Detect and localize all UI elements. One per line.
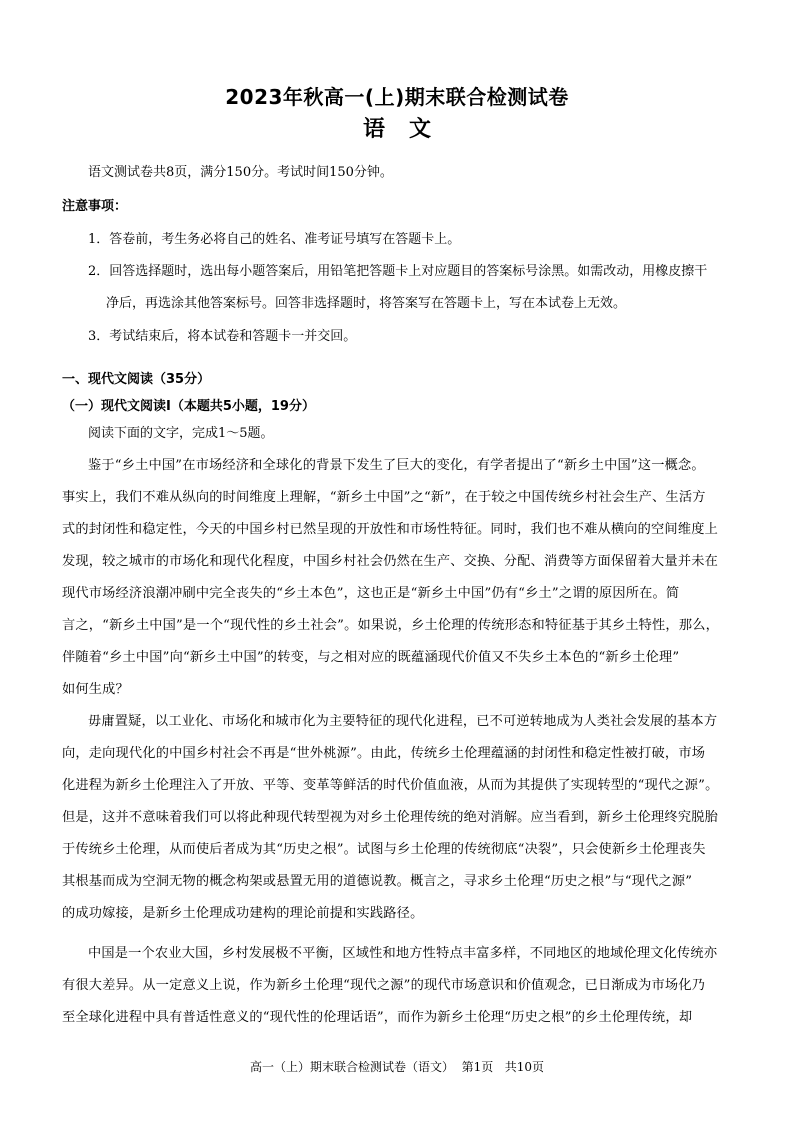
passage-p1-line: 发现，较之城市的市场化和现代化程度，中国乡村社会仍然在生产、交换、分配、消费等方面保留着大量并未在 [62, 554, 718, 569]
passage-p3-line: 中国是一个农业大国，乡村发展极不平衡，区域性和地方性特点丰富多样，不同地区的地域伦理文化传统亦 [88, 946, 718, 961]
notice-item-1: 1．答卷前，考生务必将自己的姓名、准考证号填写在答题卡上。 [88, 232, 461, 247]
notice-heading: 注意事项： [62, 199, 128, 214]
page-footer: 高一（上）期末联合检测试卷（语文） 第1页 共10页 [250, 1060, 544, 1074]
passage-p2-line: 其根基而成为空洞无物的概念构架或悬置无用的道德说教。概言之，寻求乡土伦理“历史之根”与“现代之源” [62, 874, 693, 889]
passage-p2-line: 化进程为新乡土伦理注入了开放、平等、变革等鲜活的时代价值血液，从而为其提供了实现转型的“现代之源”。 [62, 778, 719, 793]
passage-p1-line: 如何生成？ [62, 682, 129, 697]
exam-title: 2023年秋高一(上)期末联合检测试卷 [225, 85, 569, 109]
passage-p3-line: 有很大差异。从一定意义上说，作为新乡土伦理“现代之源”的现代市场意识和价值观念，已日渐成为市场化乃 [62, 978, 706, 993]
notice-item-2-line-1: 2．回答选择题时，选出每小题答案后，用铅笔把答题卡上对应题目的答案标号涂黑。如需改动，用橡皮擦干 [88, 264, 708, 279]
subject-title: 语文 [362, 117, 455, 142]
passage-p1-line: 伴随着“乡土中国”向“新乡土中国”的转变，与之相对应的既蕴涵现代价值又不失乡土本色的“新乡土伦理” [62, 650, 680, 665]
passage-p1-line: 鉴于“乡土中国”在市场经济和全球化的背景下发生了巨大的变化，有学者提出了“新乡土中国”这一概念。 [88, 458, 705, 473]
passage-p1-line: 现代市场经济浪潮冲刷中完全丧失的“乡土本色”，这也正是“新乡土中国”仍有“乡土”之谓的原因所在。简 [62, 586, 680, 601]
exam-intro: 语文测试卷共8页，满分150分。考试时间150分钟。 [88, 165, 393, 180]
passage-p1-line: 事实上，我们不难从纵向的时间维度上理解，“新乡土中国”之“新”，在于较之中国传统乡村社会生产、生活方 [62, 490, 706, 505]
notice-item-3: 3．考试结束后，将本试卷和答题卡一并交回。 [88, 329, 357, 344]
passage-p1-line: 式的封闭性和稳定性，今天的中国乡村已然呈现的开放性和市场性特征。同时，我们也不难从横向的空间维度上 [62, 522, 718, 537]
subsection-heading: （一）现代文阅读Ⅰ（本题共5小题，19分） [62, 399, 315, 414]
passage-p2-line: 向，走向现代化的中国乡村社会不再是“世外桃源”。由此，传统乡土伦理蕴涵的封闭性和稳定性被打破，市场 [62, 746, 706, 761]
notice-item-2-line-2: 净后，再选涂其他答案标号。回答非选择题时，将答案写在答题卡上，写在本试卷上无效。 [106, 296, 627, 311]
passage-p2-line: 但是，这并不意味着我们可以将此种现代转型视为对乡土伦理传统的绝对消解。应当看到，新乡土伦理终究脱胎 [62, 810, 718, 825]
passage-p3-line: 至全球化进程中具有普适性意义的“现代性的伦理话语”，而作为新乡土伦理“历史之根”的乡土伦理传统，却 [62, 1010, 693, 1025]
passage-p1-line: 言之，“新乡土中国”是一个“现代性的乡土社会”。如果说，乡土伦理的传统形态和特征基于其乡土特性，那么， [62, 618, 719, 633]
section-heading: 一、现代文阅读（35分） [62, 372, 211, 387]
passage-p2-line: 毋庸置疑，以工业化、市场化和城市化为主要特征的现代化进程，已不可逆转地成为人类社会发展的基本方 [88, 714, 718, 729]
passage-p2-line: 的成功嫁接，是新乡土伦理成功建构的理论前提和实践路径。 [62, 906, 424, 921]
reading-instruction: 阅读下面的文字，完成1～5题。 [88, 426, 274, 441]
passage-p2-line: 于传统乡土伦理，从而使后者成为其“历史之根”。试图与乡土伦理的传统彻底“决裂”，只会使新乡土伦理丧失 [62, 842, 706, 857]
